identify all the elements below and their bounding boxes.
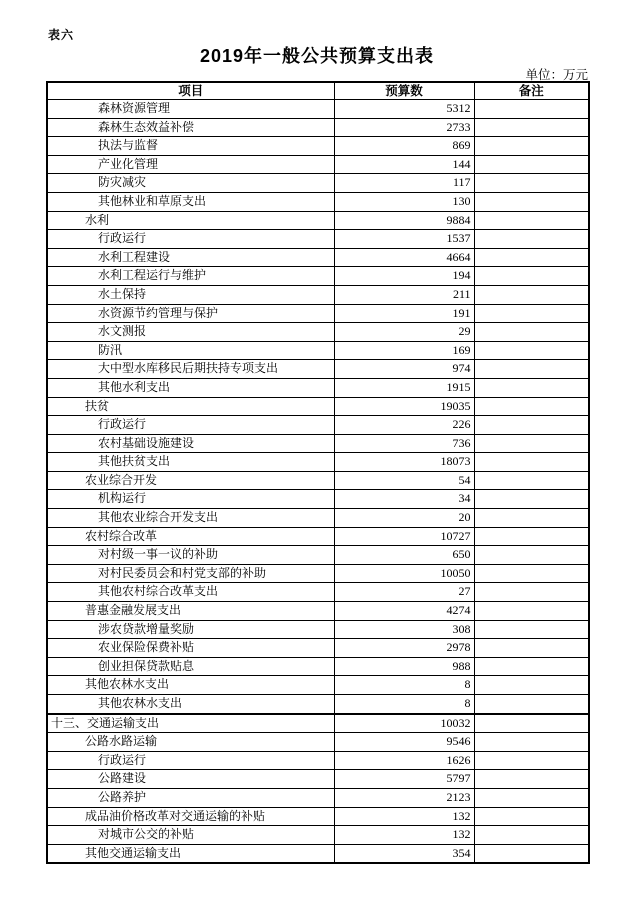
item-cell: 其他林业和草原支出 <box>47 192 334 211</box>
item-cell: 其他农业综合开发支出 <box>47 509 334 528</box>
note-cell <box>474 770 589 789</box>
budget-cell: 354 <box>334 844 474 863</box>
note-cell <box>474 639 589 658</box>
table-row <box>47 509 589 528</box>
budget-cell: 2733 <box>334 118 474 137</box>
item-cell: 水文测报 <box>47 323 334 342</box>
note-cell <box>474 434 589 453</box>
note-cell <box>474 676 589 695</box>
item-cell: 十三、交通运输支出 <box>47 714 334 733</box>
table-row <box>47 397 589 416</box>
page-title: 2019年一般公共预算支出表 <box>199 46 435 66</box>
table-row <box>47 341 589 360</box>
table-row <box>47 155 589 174</box>
item-cell: 成品油价格改革对交通运输的补贴 <box>47 807 334 826</box>
budget-cell: 8 <box>334 695 474 714</box>
table-row <box>47 490 589 509</box>
note-cell <box>474 416 589 435</box>
budget-cell: 29 <box>334 323 474 342</box>
table-row <box>47 304 589 323</box>
budget-cell: 869 <box>334 137 474 156</box>
item-cell: 防汛 <box>47 341 334 360</box>
budget-cell: 19035 <box>334 397 474 416</box>
note-cell <box>474 807 589 826</box>
note-cell <box>474 564 589 583</box>
note-cell <box>474 397 589 416</box>
item-cell: 农业保险保费补贴 <box>47 639 334 658</box>
budget-cell: 211 <box>334 285 474 304</box>
budget-cell: 1626 <box>334 751 474 770</box>
table-row <box>47 807 589 826</box>
note-cell <box>474 844 589 863</box>
budget-cell: 191 <box>334 304 474 323</box>
item-cell: 对村级一事一议的补助 <box>47 546 334 565</box>
note-cell <box>474 230 589 249</box>
item-cell: 执法与监督 <box>47 137 334 156</box>
note-cell <box>474 285 589 304</box>
note-cell <box>474 788 589 807</box>
table-row <box>47 770 589 789</box>
budget-cell: 10727 <box>334 527 474 546</box>
note-cell <box>474 620 589 639</box>
budget-cell: 8 <box>334 676 474 695</box>
item-cell: 其他水利支出 <box>47 378 334 397</box>
note-cell <box>474 137 589 156</box>
budget-cell: 130 <box>334 192 474 211</box>
note-cell <box>474 471 589 490</box>
budget-cell: 144 <box>334 155 474 174</box>
note-cell <box>474 378 589 397</box>
item-cell: 行政运行 <box>47 230 334 249</box>
budget-table-body <box>47 100 589 864</box>
budget-cell: 10050 <box>334 564 474 583</box>
budget-cell: 54 <box>334 471 474 490</box>
table-row <box>47 844 589 863</box>
note-cell <box>474 657 589 676</box>
item-cell: 机构运行 <box>47 490 334 509</box>
budget-cell: 736 <box>334 434 474 453</box>
budget-cell: 132 <box>334 826 474 845</box>
budget-cell: 18073 <box>334 453 474 472</box>
table-row <box>47 695 589 714</box>
table-row <box>47 620 589 639</box>
item-cell: 行政运行 <box>47 416 334 435</box>
note-cell <box>474 174 589 193</box>
item-cell: 大中型水库移民后期扶持专项支出 <box>47 360 334 379</box>
column-header-item: 项目 <box>47 82 334 100</box>
table-row <box>47 639 589 658</box>
item-cell: 其他交通运输支出 <box>47 844 334 863</box>
note-cell <box>474 192 589 211</box>
budget-cell: 27 <box>334 583 474 602</box>
table-row <box>47 676 589 695</box>
note-cell <box>474 155 589 174</box>
table-row <box>47 378 589 397</box>
item-cell: 农村基础设施建设 <box>47 434 334 453</box>
item-cell: 农村综合改革 <box>47 527 334 546</box>
table-row <box>47 360 589 379</box>
table-row <box>47 285 589 304</box>
item-cell: 水利工程运行与维护 <box>47 267 334 286</box>
budget-cell: 988 <box>334 657 474 676</box>
table-row <box>47 118 589 137</box>
table-row <box>47 416 589 435</box>
item-cell: 农业综合开发 <box>47 471 334 490</box>
column-header-note: 备注 <box>474 82 589 100</box>
budget-cell: 9884 <box>334 211 474 230</box>
note-cell <box>474 583 589 602</box>
item-cell: 水利工程建设 <box>47 248 334 267</box>
budget-cell: 5797 <box>334 770 474 789</box>
table-row <box>47 174 589 193</box>
note-cell <box>474 267 589 286</box>
budget-cell: 20 <box>334 509 474 528</box>
budget-cell: 4664 <box>334 248 474 267</box>
budget-cell: 117 <box>334 174 474 193</box>
table-row <box>47 527 589 546</box>
table-row <box>47 788 589 807</box>
budget-cell: 974 <box>334 360 474 379</box>
budget-cell: 1915 <box>334 378 474 397</box>
item-cell: 水利 <box>47 211 334 230</box>
table-number-label: 表六 <box>48 28 75 42</box>
item-cell: 防灾减灾 <box>47 174 334 193</box>
note-cell <box>474 211 589 230</box>
table-row <box>47 192 589 211</box>
note-cell <box>474 695 589 714</box>
item-cell: 其他农林水支出 <box>47 695 334 714</box>
table-row <box>47 602 589 621</box>
budget-cell: 10032 <box>334 714 474 733</box>
item-cell: 创业担保贷款贴息 <box>47 657 334 676</box>
item-cell: 涉农贷款增量奖励 <box>47 620 334 639</box>
note-cell <box>474 248 589 267</box>
note-cell <box>474 751 589 770</box>
budget-cell: 4274 <box>334 602 474 621</box>
table-row <box>47 453 589 472</box>
table-row <box>47 546 589 565</box>
note-cell <box>474 323 589 342</box>
note-cell <box>474 118 589 137</box>
budget-cell: 34 <box>334 490 474 509</box>
table-row <box>47 230 589 249</box>
item-cell: 公路养护 <box>47 788 334 807</box>
item-cell: 其他农林水支出 <box>47 676 334 695</box>
budget-table <box>46 81 590 864</box>
item-cell: 对城市公交的补贴 <box>47 826 334 845</box>
table-row <box>47 211 589 230</box>
item-cell: 对村民委员会和村党支部的补助 <box>47 564 334 583</box>
item-cell: 水土保持 <box>47 285 334 304</box>
budget-cell: 169 <box>334 341 474 360</box>
budget-cell: 650 <box>334 546 474 565</box>
item-cell: 公路水路运输 <box>47 733 334 752</box>
item-cell: 产业化管理 <box>47 155 334 174</box>
note-cell <box>474 360 589 379</box>
note-cell <box>474 341 589 360</box>
budget-cell: 132 <box>334 807 474 826</box>
table-row <box>47 323 589 342</box>
table-row <box>47 583 589 602</box>
budget-cell: 308 <box>334 620 474 639</box>
budget-cell: 2978 <box>334 639 474 658</box>
budget-cell: 194 <box>334 267 474 286</box>
item-cell: 森林生态效益补偿 <box>47 118 334 137</box>
note-cell <box>474 100 589 119</box>
note-cell <box>474 304 589 323</box>
table-row <box>47 751 589 770</box>
note-cell <box>474 490 589 509</box>
note-cell <box>474 826 589 845</box>
note-cell <box>474 733 589 752</box>
budget-cell: 9546 <box>334 733 474 752</box>
note-cell <box>474 714 589 733</box>
budget-cell: 1537 <box>334 230 474 249</box>
table-row <box>47 733 589 752</box>
item-cell: 行政运行 <box>47 751 334 770</box>
table-row <box>47 564 589 583</box>
table-row <box>47 471 589 490</box>
table-row <box>47 100 589 119</box>
column-header-budget: 预算数 <box>334 82 474 100</box>
note-cell <box>474 602 589 621</box>
note-cell <box>474 527 589 546</box>
table-row <box>47 657 589 676</box>
table-row <box>47 434 589 453</box>
item-cell: 森林资源管理 <box>47 100 334 119</box>
table-row <box>47 267 589 286</box>
unit-note: 单位：万元 <box>525 68 588 82</box>
item-cell: 其他扶贫支出 <box>47 453 334 472</box>
budget-cell: 226 <box>334 416 474 435</box>
note-cell <box>474 509 589 528</box>
table-header-row <box>47 82 589 100</box>
note-cell <box>474 453 589 472</box>
table-row <box>47 826 589 845</box>
note-cell <box>474 546 589 565</box>
table-row <box>47 137 589 156</box>
item-cell: 扶贫 <box>47 397 334 416</box>
item-cell: 其他农村综合改革支出 <box>47 583 334 602</box>
budget-cell: 5312 <box>334 100 474 119</box>
item-cell: 水资源节约管理与保护 <box>47 304 334 323</box>
item-cell: 公路建设 <box>47 770 334 789</box>
table-row <box>47 714 589 733</box>
budget-cell: 2123 <box>334 788 474 807</box>
table-row <box>47 248 589 267</box>
item-cell: 普惠金融发展支出 <box>47 602 334 621</box>
